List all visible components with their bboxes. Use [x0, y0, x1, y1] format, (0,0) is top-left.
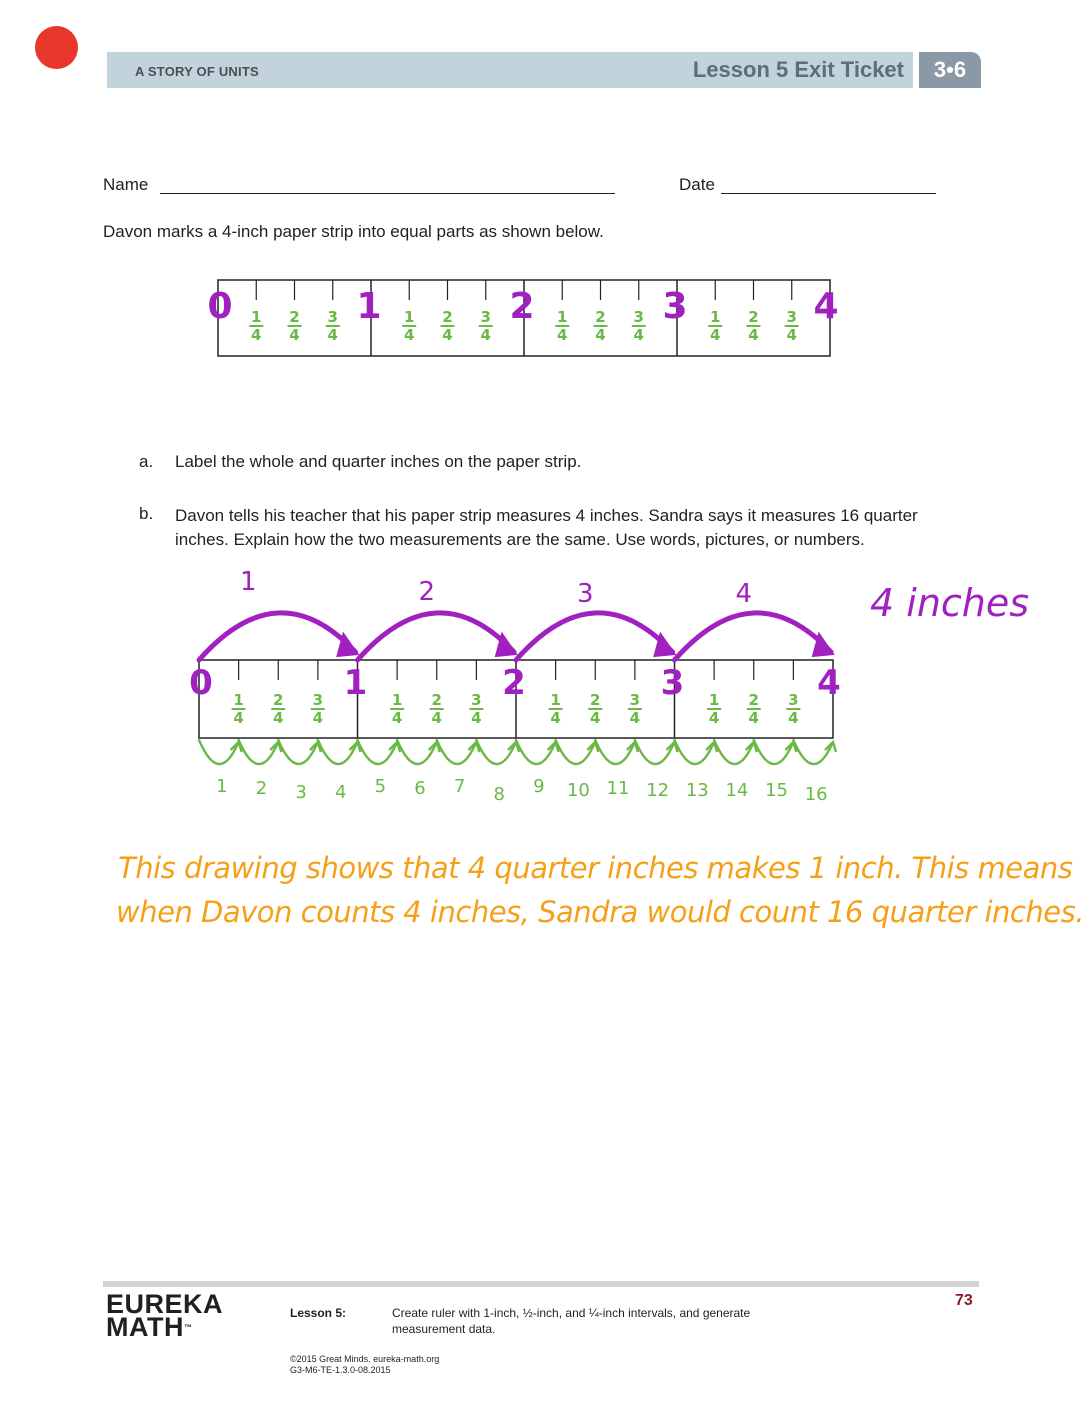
fraction-numerator: 2	[590, 691, 601, 709]
quarter-jump-arc	[358, 740, 397, 764]
quarter-jump-arc	[318, 740, 357, 764]
quarter-jump-arc	[239, 740, 278, 764]
quarter-jump-arc	[754, 740, 793, 764]
jump-count-label: 1	[239, 567, 257, 597]
grade-module-badge: 3•6	[919, 52, 981, 88]
quarter-count-label: 3	[295, 782, 307, 803]
fraction-numerator: 1	[233, 691, 244, 709]
answer-line-2: when Davon counts 4 inches, Sandra would count 16 quarter inches.	[116, 895, 1084, 929]
jump-count-label: 4	[735, 579, 753, 609]
fraction-numerator: 2	[748, 308, 759, 326]
fraction-denominator: 4	[788, 709, 799, 727]
date-field[interactable]	[721, 193, 936, 194]
fraction-denominator: 4	[786, 326, 797, 344]
whole-inch-label: 4	[813, 286, 839, 327]
fraction-numerator: 2	[273, 691, 284, 709]
fraction-denominator: 4	[251, 326, 262, 344]
fraction-denominator: 4	[233, 709, 244, 727]
logo-line-1: EUREKA	[106, 1289, 224, 1319]
fraction-denominator: 4	[480, 326, 491, 344]
quarter-jump-arc	[278, 740, 317, 764]
fraction-numerator: 2	[748, 691, 759, 709]
fraction-numerator: 3	[327, 308, 338, 326]
quarter-count-label: 4	[334, 782, 347, 803]
lesson-title: Lesson 5 Exit Ticket	[692, 57, 904, 82]
fraction-numerator: 1	[404, 308, 415, 326]
whole-inch-label: 3	[660, 663, 685, 703]
footer-lesson-label: Lesson 5:	[290, 1306, 347, 1320]
fraction-numerator: 1	[251, 308, 262, 326]
quarter-jump-arc	[476, 740, 515, 764]
fraction-numerator: 1	[391, 691, 403, 709]
fraction-denominator: 4	[273, 709, 284, 727]
name-label: Name	[103, 175, 149, 194]
fraction-denominator: 4	[708, 709, 720, 727]
whole-inch-label: 2	[502, 663, 526, 703]
eureka-math-logo	[106, 1289, 224, 1342]
inch-jump-arc	[199, 613, 356, 660]
inch-jump-arc	[675, 613, 832, 660]
fraction-numerator: 2	[595, 308, 606, 326]
fraction-numerator: 1	[550, 691, 561, 709]
quarter-count-label: 8	[493, 784, 505, 805]
fraction-denominator: 4	[590, 709, 601, 727]
quarter-count-label: 9	[533, 776, 545, 797]
jump-count-label: 3	[576, 579, 594, 609]
fraction-denominator: 4	[289, 326, 300, 344]
answer-line-1: This drawing shows that 4 quarter inches makes 1 inch. This means	[118, 851, 1073, 885]
fraction-numerator: 3	[480, 308, 491, 326]
quarter-count-label: 2	[255, 778, 268, 799]
quarter-count-label: 13	[685, 780, 709, 801]
fraction-denominator: 4	[629, 709, 641, 727]
fraction-denominator: 4	[312, 709, 324, 727]
total-inches-label: 4 inches	[870, 581, 1030, 625]
fraction-numerator: 2	[431, 691, 442, 709]
quarter-count-label: 5	[374, 776, 387, 797]
fraction-denominator: 4	[471, 709, 482, 727]
quarter-count-label: 12	[646, 780, 670, 801]
part-b-marker: b.	[139, 504, 154, 523]
fraction-numerator: 3	[788, 691, 799, 709]
quarter-jump-arc	[397, 740, 436, 764]
fraction-denominator: 4	[550, 709, 561, 727]
fraction-denominator: 4	[710, 326, 721, 344]
fraction-denominator: 4	[557, 326, 568, 344]
quarter-count-label: 16	[804, 784, 828, 805]
quarter-inch-number-line-model	[170, 560, 1030, 810]
date-label: Date	[679, 175, 715, 194]
fraction-numerator: 1	[710, 308, 721, 326]
fraction-numerator: 3	[629, 691, 641, 709]
whole-inch-label: 1	[343, 663, 368, 703]
part-a-text: Label the whole and quarter inches on the paper strip.	[175, 452, 582, 471]
fraction-denominator: 4	[404, 326, 415, 344]
name-field[interactable]	[160, 193, 615, 194]
fraction-numerator: 3	[633, 308, 644, 326]
jump-count-label: 2	[418, 577, 436, 607]
fraction-denominator: 4	[431, 709, 442, 727]
whole-inch-label: 1	[356, 286, 382, 327]
quarter-count-label: 15	[765, 780, 789, 801]
fraction-denominator: 4	[633, 326, 644, 344]
logo-trademark: ™	[183, 1323, 192, 1332]
quarter-jump-arc	[595, 740, 634, 764]
footer-code: G3-M6-TE-1.3.0-08.2015	[290, 1365, 391, 1375]
paper-strip-labeled	[180, 270, 860, 370]
part-a-marker: a.	[139, 452, 154, 471]
fraction-numerator: 1	[708, 691, 720, 709]
whole-inch-label: 4	[817, 663, 841, 703]
fraction-numerator: 3	[312, 691, 324, 709]
quarter-count-label: 11	[606, 778, 630, 799]
fraction-numerator: 1	[557, 308, 568, 326]
quarter-jump-arc	[675, 740, 714, 764]
whole-inch-label: 3	[662, 286, 688, 327]
quarter-count-label: 7	[453, 776, 466, 797]
fraction-denominator: 4	[748, 709, 759, 727]
inch-jump-arc	[358, 613, 515, 660]
quarter-jump-arc	[516, 740, 555, 764]
quarter-jump-arc	[635, 740, 674, 764]
quarter-jump-arc	[437, 740, 476, 764]
quarter-count-label: 10	[566, 780, 590, 801]
red-dot-marker	[35, 26, 78, 69]
footer-lesson-desc-2: measurement data.	[392, 1322, 496, 1336]
fraction-numerator: 3	[786, 308, 797, 326]
footer-lesson-desc-1: Create ruler with 1-inch, ½-inch, and ¼-inch intervals, and generate	[392, 1306, 751, 1320]
quarter-jump-arc	[556, 740, 595, 764]
inch-jump-arc	[516, 613, 673, 660]
part-b-text: Davon tells his teacher that his paper strip measures 4 inches. Sandra says it measures 16 quarter inches. Explain how the two measurements are the same. Use words, pictures, or numbers.	[175, 506, 918, 549]
whole-inch-label: 2	[509, 286, 535, 327]
series-title: A STORY OF UNITS	[135, 64, 259, 79]
quarter-count-label: 14	[725, 780, 749, 801]
logo-line-2: MATH	[106, 1312, 184, 1342]
fraction-numerator: 2	[442, 308, 453, 326]
whole-inch-label: 0	[207, 286, 233, 327]
problem-prompt: Davon marks a 4-inch paper strip into equal parts as shown below.	[103, 222, 604, 241]
fraction-numerator: 2	[289, 308, 300, 326]
footer-copyright: ©2015 Great Minds. eureka-math.org	[290, 1354, 440, 1364]
footer-rule	[103, 1281, 979, 1287]
quarter-jump-arc	[199, 740, 238, 764]
quarter-jump-arc	[714, 740, 753, 764]
quarter-count-label: 6	[414, 778, 426, 799]
fraction-denominator: 4	[442, 326, 453, 344]
fraction-denominator: 4	[391, 709, 403, 727]
page-number: 73	[955, 1292, 973, 1309]
whole-inch-label: 0	[189, 663, 213, 703]
fraction-denominator: 4	[327, 326, 338, 344]
fraction-numerator: 3	[471, 691, 482, 709]
fraction-denominator: 4	[748, 326, 759, 344]
fraction-denominator: 4	[595, 326, 606, 344]
quarter-count-label: 1	[216, 776, 228, 797]
quarter-jump-arc	[793, 740, 832, 764]
